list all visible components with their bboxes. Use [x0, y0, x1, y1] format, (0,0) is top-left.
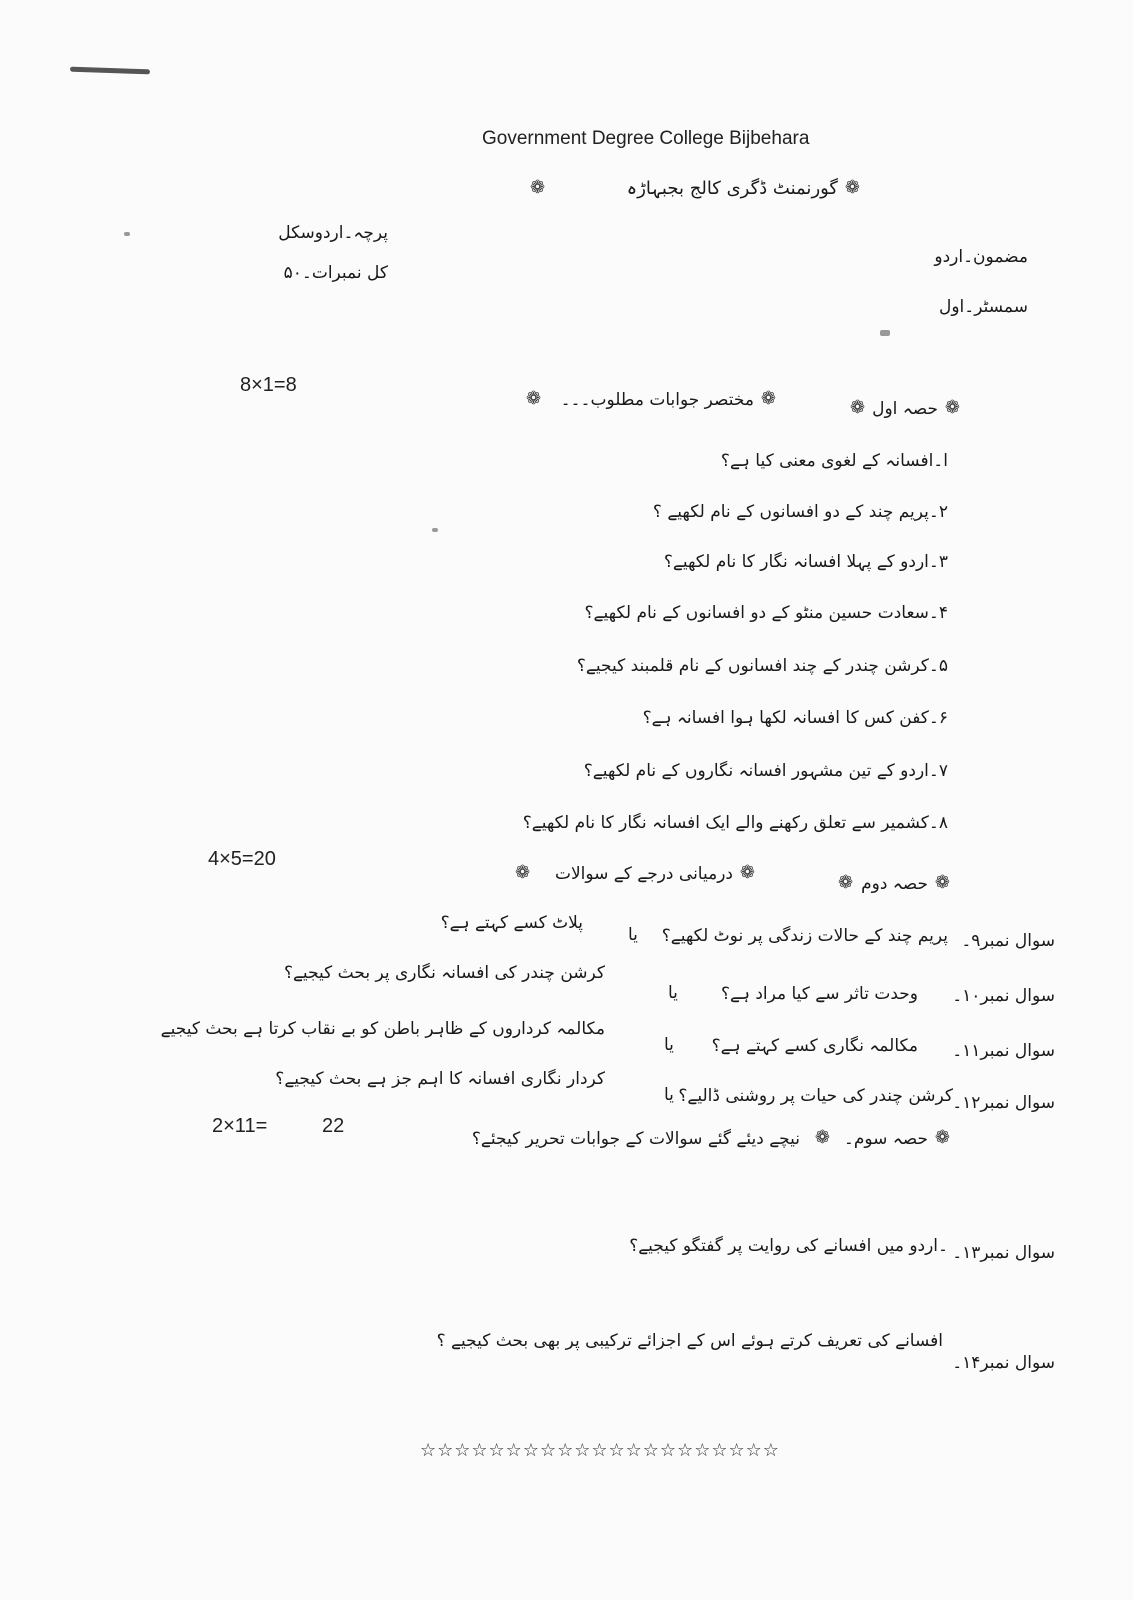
section1-subtitle: مختصر جوابات مطلوب۔۔۔: [560, 390, 754, 410]
section2-subtitle: درمیانی درجے کے سوالات: [554, 864, 733, 884]
ornament-icon: ❁: [934, 1127, 950, 1148]
college-name-english: Government Degree College Bijbehara: [482, 128, 810, 149]
question-9-option-b: پلاٹ کسے کہتے ہے؟: [440, 913, 583, 933]
section1-question-6: ۶۔کفن کس کا افسانہ لکھا ہوا افسانہ ہے؟: [642, 708, 948, 728]
question-10-option-b: کرشن چندر کی افسانہ نگاری پر بحث کیجیے؟: [283, 963, 605, 983]
paper-name: پرچہ۔اردوسکل: [278, 223, 388, 243]
ornament-icon: ❁: [850, 397, 866, 418]
section2-subtitle-block: [515, 860, 755, 888]
section3-heading-block: [471, 1125, 950, 1155]
question-11-or: یا: [664, 1035, 674, 1055]
question-11-label: سوال نمبر۱۱۔: [952, 1041, 1055, 1061]
ornament-icon: ❁: [526, 388, 542, 409]
ornament-icon: ❁: [844, 177, 860, 198]
section1-marks: 8×1=8: [240, 374, 297, 396]
section2-title-block: [838, 870, 950, 898]
question-12-option-a: کرشن چندر کی حیات پر روشنی ڈالیے؟: [678, 1086, 953, 1106]
section1-question-8: ۸۔کشمیر سے تعلق رکھنے والے ایک افسانہ نگار کا نام لکھیے؟: [522, 813, 948, 833]
ornament-icon: ❁: [934, 872, 950, 893]
section2-marks: 4×5=20: [208, 848, 276, 870]
subject: مضمون۔اردو: [934, 247, 1028, 267]
college-name-urdu-block: [530, 175, 860, 205]
footer-stars: ☆☆☆☆☆☆☆☆☆☆☆☆☆☆☆☆☆☆☆☆☆: [420, 1440, 780, 1461]
question-11-option-b: مکالمہ کرداروں کے ظاہر باطن کو بے نقاب کرتا ہے بحث کیجیے: [160, 1019, 605, 1039]
ornament-icon: ❁: [944, 397, 960, 418]
question-12-label: سوال نمبر۱۲۔: [952, 1093, 1055, 1113]
question-9-or: یا: [628, 925, 638, 945]
college-name-urdu: گورنمنٹ ڈگری کالج بجبہاڑہ: [626, 178, 838, 199]
section3-marks-left: 2×11=: [212, 1115, 268, 1137]
semester: سمسٹر۔اول: [939, 297, 1028, 317]
section1-question-1: ا۔افسانہ کے لغوی معنی کیا ہے؟: [720, 451, 948, 471]
scan-artifact-dot: [432, 528, 438, 532]
question-9-option-a: پریم چند کے حالات زندگی پر نوٹ لکھیے؟: [661, 926, 948, 946]
question-14-text: افسانے کی تعریف کرتے ہوئے اس کے اجزائے ترکیبی پر بھی بحث کیجیے ؟: [436, 1331, 943, 1351]
ornament-icon: ❁: [838, 872, 854, 893]
ornament-icon: ❁: [515, 862, 531, 883]
scan-artifact-dot: [124, 232, 130, 236]
ornament-icon: ❁: [530, 177, 546, 198]
section1-question-5: ۵۔کرشن چندر کے چند افسانوں کے نام قلمبند کیجیے؟: [576, 656, 948, 676]
section1-question-4: ۴۔سعادت حسین منٹو کے دو افسانوں کے نام لکھیے؟: [584, 603, 948, 623]
question-9-label: سوال نمبر۹۔: [961, 931, 1055, 951]
question-13-text: ۔اردو میں افسانے کی روایت پر گفتگو کیجیے؟: [629, 1236, 948, 1256]
section1-title-block: [850, 395, 960, 423]
section3-title: حصہ سوم۔: [843, 1129, 928, 1149]
section1-subtitle-block: [526, 386, 776, 414]
section1-question-2: ۲۔پریم چند کے دو افسانوں کے نام لکھیے ؟: [652, 502, 948, 522]
question-14-label: سوال نمبر۱۴۔: [952, 1353, 1055, 1373]
ornament-icon: ❁: [814, 1127, 830, 1148]
question-11-option-a: مکالمہ نگاری کسے کہتے ہے؟: [711, 1036, 918, 1056]
question-12-option-b: کردار نگاری افسانہ کا اہم جز ہے بحث کیجیے؟: [275, 1069, 605, 1089]
ornament-icon: ❁: [760, 388, 776, 409]
scan-artifact-line: [70, 67, 150, 75]
section3-marks-right: 22: [322, 1115, 345, 1137]
section2-title: حصہ دوم: [861, 874, 928, 894]
total-marks: کل نمبرات۔۵۰: [283, 263, 388, 283]
section1-question-3: ۳۔اردو کے پہلا افسانہ نگار کا نام لکھیے؟: [663, 552, 948, 572]
question-12-or: یا: [664, 1085, 674, 1105]
question-10-or: یا: [668, 983, 678, 1003]
question-13-label: سوال نمبر۱۳۔: [952, 1243, 1055, 1263]
ornament-icon: ❁: [739, 862, 755, 883]
question-10-option-a: وحدت تاثر سے کیا مراد ہے؟: [720, 984, 918, 1004]
section1-title: حصہ اول: [872, 399, 938, 419]
section3-subtitle: نیچے دیئے گئے سوالات کے جوابات تحریر کیجئے؟: [471, 1129, 800, 1149]
section1-question-7: ۷۔اردو کے تین مشہور افسانہ نگاروں کے نام لکھیے؟: [583, 761, 948, 781]
scan-artifact-dot: [880, 330, 890, 336]
question-10-label: سوال نمبر۱۰۔: [952, 986, 1055, 1006]
